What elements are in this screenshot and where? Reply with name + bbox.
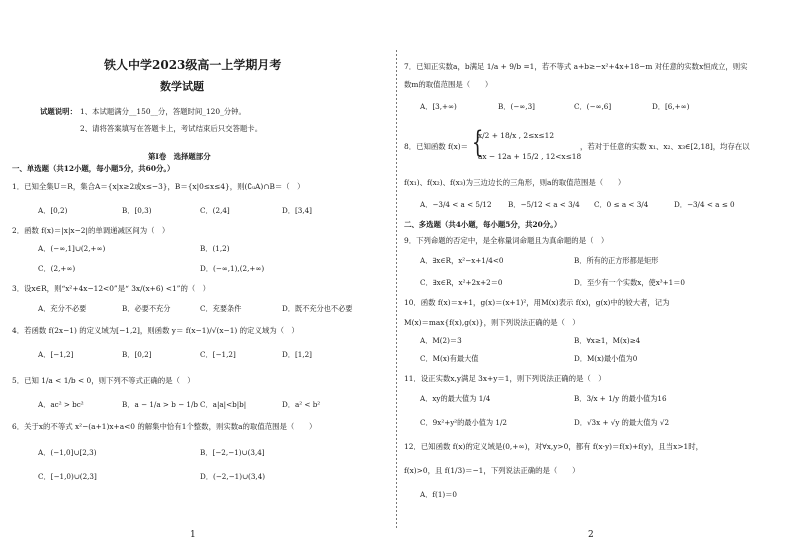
q6-option-b: B．[−2,−1)∪(3,4]: [200, 448, 265, 457]
question-1-stem: 1．已知全集U＝R，集合A＝{x|x≥2或x≤−3}，B＝{x|0≤x≤4}，则(∁ᵤA)∩B＝（ ）: [12, 182, 305, 191]
section-1-title: 一、单选题（共12小题，每小题5分，共60分。）: [12, 164, 175, 173]
q1-option-c: C．(2,4]: [200, 206, 230, 215]
section-2-title: 二、多选题（共4小题，每小题5分，共20分。）: [404, 220, 562, 229]
question-12-line-2: f(x)>0，且 f(1/3)＝−1，下列说法正确的是（ ）: [404, 466, 580, 475]
left-column: [0, 0, 396, 560]
q3-option-b: B．必要不充分: [122, 304, 171, 313]
q11-option-d: D．√3x + √y 的最大值为 √2: [574, 418, 670, 427]
question-7-line-2: 数m的取值范围是（ ）: [404, 80, 493, 89]
column-divider: [396, 50, 397, 530]
q9-option-a: A．∃x∈R，x²−x+1/4<0: [420, 256, 504, 265]
q9-option-b: B．所有的正方形都是矩形: [574, 256, 659, 265]
question-2-stem: 2．函数 f(x)＝|x|x−2|的单调递减区间为（ ）: [12, 226, 170, 235]
page-number-right: 2: [588, 530, 594, 540]
q3-option-a: A．充分不必要: [38, 304, 87, 313]
q6-option-d: D．(−2,−1)∪(3,4): [200, 472, 266, 481]
note-2: 2、请将答案填写在答题卡上，考试结束后只交答题卡。: [80, 124, 263, 133]
q11-option-a: A．xy的最大值为 1/4: [420, 394, 491, 403]
q6-option-a: A．(−1,0]∪[2,3): [38, 448, 97, 457]
question-3-stem: 3．设x∈R，则“x²+4x−12<0”是“ 3x/(x+6) <1”的（ ）: [12, 284, 211, 293]
question-12-line-1: 12．已知函数 f(x)的定义域是(0,+∞)，对∀x,y>0，都有 f(x·y)＝f(x)+f(y)，且当x>1时，: [404, 442, 703, 451]
q1-option-b: B．[0,3): [122, 206, 152, 215]
note-1: 1、本试题满分__150__分，答题时间_120_分钟。: [80, 107, 246, 116]
question-6-stem: 6．关于x的不等式 x²−(a+1)x+a<0 的解集中恰有1个整数，则实数a的取值范围是（ ）: [12, 422, 317, 431]
question-11-stem: 11．设正实数x,y满足 3x+y＝1，则下列说法正确的是（ ）: [404, 374, 606, 383]
q5-option-b: B．a − 1/a > b − 1/b: [122, 400, 199, 409]
q8-option-b: B．−5/12 < a < 3/4: [508, 200, 580, 209]
q4-option-a: A．[−1,2]: [38, 350, 74, 359]
q7-option-a: A．[3,+∞): [420, 102, 457, 111]
question-8-line-2: f(x₁)、f(x₂)、f(x₃)为三边边长的三角形，则a的取值范围是（ ）: [404, 178, 626, 187]
question-7-line-1: 7．已知正实数a，b满足 1/a + 9/b =1，若不等式 a+b≥−x²+4x+18−m 对任意的实数x恒成立，则实: [404, 62, 748, 71]
q2-option-d: D．(−∞,1),(2,+∞): [200, 264, 265, 273]
q6-option-c: C．[−1,0)∪(2,3]: [38, 472, 97, 481]
q7-option-d: D．[6,+∞): [652, 102, 690, 111]
q12-option-a: A．f(1)＝0: [420, 490, 457, 499]
q8-option-d: D．−3/4 < a ≤ 0: [674, 200, 735, 209]
q3-option-c: C．充要条件: [200, 304, 242, 313]
q2-option-b: B．(1,2): [200, 244, 230, 253]
q9-option-c: C．∃x∈R，x²+2x+2＝0: [420, 278, 503, 287]
volume-title: 第Ⅰ卷 选择题部分: [148, 152, 211, 161]
q4-option-d: D．[1,2]: [282, 350, 312, 359]
q8-option-c: C．0 ≤ a < 3/4: [594, 200, 649, 209]
q4-option-b: B．[0,2]: [122, 350, 152, 359]
question-4-stem: 4．若函数 f(2x−1) 的定义域为[−1,2]，则函数 y＝ f(x−1)/√(x−1) 的定义域为（ ）: [12, 326, 299, 335]
q1-option-a: A．[0,2): [38, 206, 68, 215]
q1-option-d: D．[3,4]: [282, 206, 312, 215]
q5-option-c: C．a|a|<b|b|: [200, 400, 247, 409]
q11-option-b: B．3/x + 1/y 的最小值为16: [574, 394, 667, 403]
q10-option-a: A．M(2)＝3: [420, 336, 462, 345]
q5-option-d: D．a² < b²: [282, 400, 321, 409]
q4-option-c: C．[−1,2]: [200, 350, 236, 359]
q2-option-a: A．(−∞,1]∪(2,+∞): [38, 244, 106, 253]
q11-option-c: C．9x²+y²的最小值为 1/2: [420, 418, 507, 427]
q7-option-c: C．(−∞,6]: [574, 102, 612, 111]
exam-subtitle: 数学试题: [160, 80, 204, 93]
piecewise-brace: {: [471, 125, 484, 160]
q2-option-c: C．(2,+∞): [38, 264, 76, 273]
question-5-stem: 5．已知 1/a < 1/b < 0，则下列不等式正确的是（ ）: [12, 376, 195, 385]
question-9-stem: 9．下列命题的否定中，是全称量词命题且为真命题的是（ ）: [404, 236, 609, 245]
question-8-tail: ，若对于任意的实数 x₁、x₂、x₃∈[2,18]，均存在以: [580, 142, 750, 151]
q10-option-d: D．M(x)最小值为0: [574, 354, 638, 363]
question-8-prefix: 8．已知函数 f(x)＝: [404, 142, 469, 151]
question-8-case-2: ax − 12a + 15/2 , 12<x≤18: [478, 152, 582, 161]
question-10-line-1: 10．函数 f(x)＝x+1，g(x)＝(x+1)²，用M(x)表示 f(x)，g(x)中的较大者，记为: [404, 298, 670, 307]
page-number-left: 1: [190, 530, 196, 540]
question-10-line-2: M(x)＝max{f(x),g(x)}，则下列说法正确的是（ ）: [404, 318, 580, 327]
right-column: [398, 0, 794, 560]
exam-title: 铁人中学2023级高一上学期月考: [104, 58, 282, 72]
q10-option-c: C．M(x)有最大值: [420, 354, 479, 363]
q9-option-d: D．至少有一个实数x，使x³+1＝0: [574, 278, 685, 287]
question-8-case-1: x/2 + 18/x , 2≤x≤12: [478, 131, 555, 140]
q7-option-b: B．(−∞,3]: [498, 102, 535, 111]
notes-label: 试题说明：: [40, 107, 77, 116]
q10-option-b: B．∀x≥1，M(x)≥4: [574, 336, 641, 345]
q5-option-a: A．ac² > bc²: [38, 400, 84, 409]
q8-option-a: A．−3/4 < a < 5/12: [420, 200, 492, 209]
q3-option-d: D．既不充分也不必要: [282, 304, 353, 313]
